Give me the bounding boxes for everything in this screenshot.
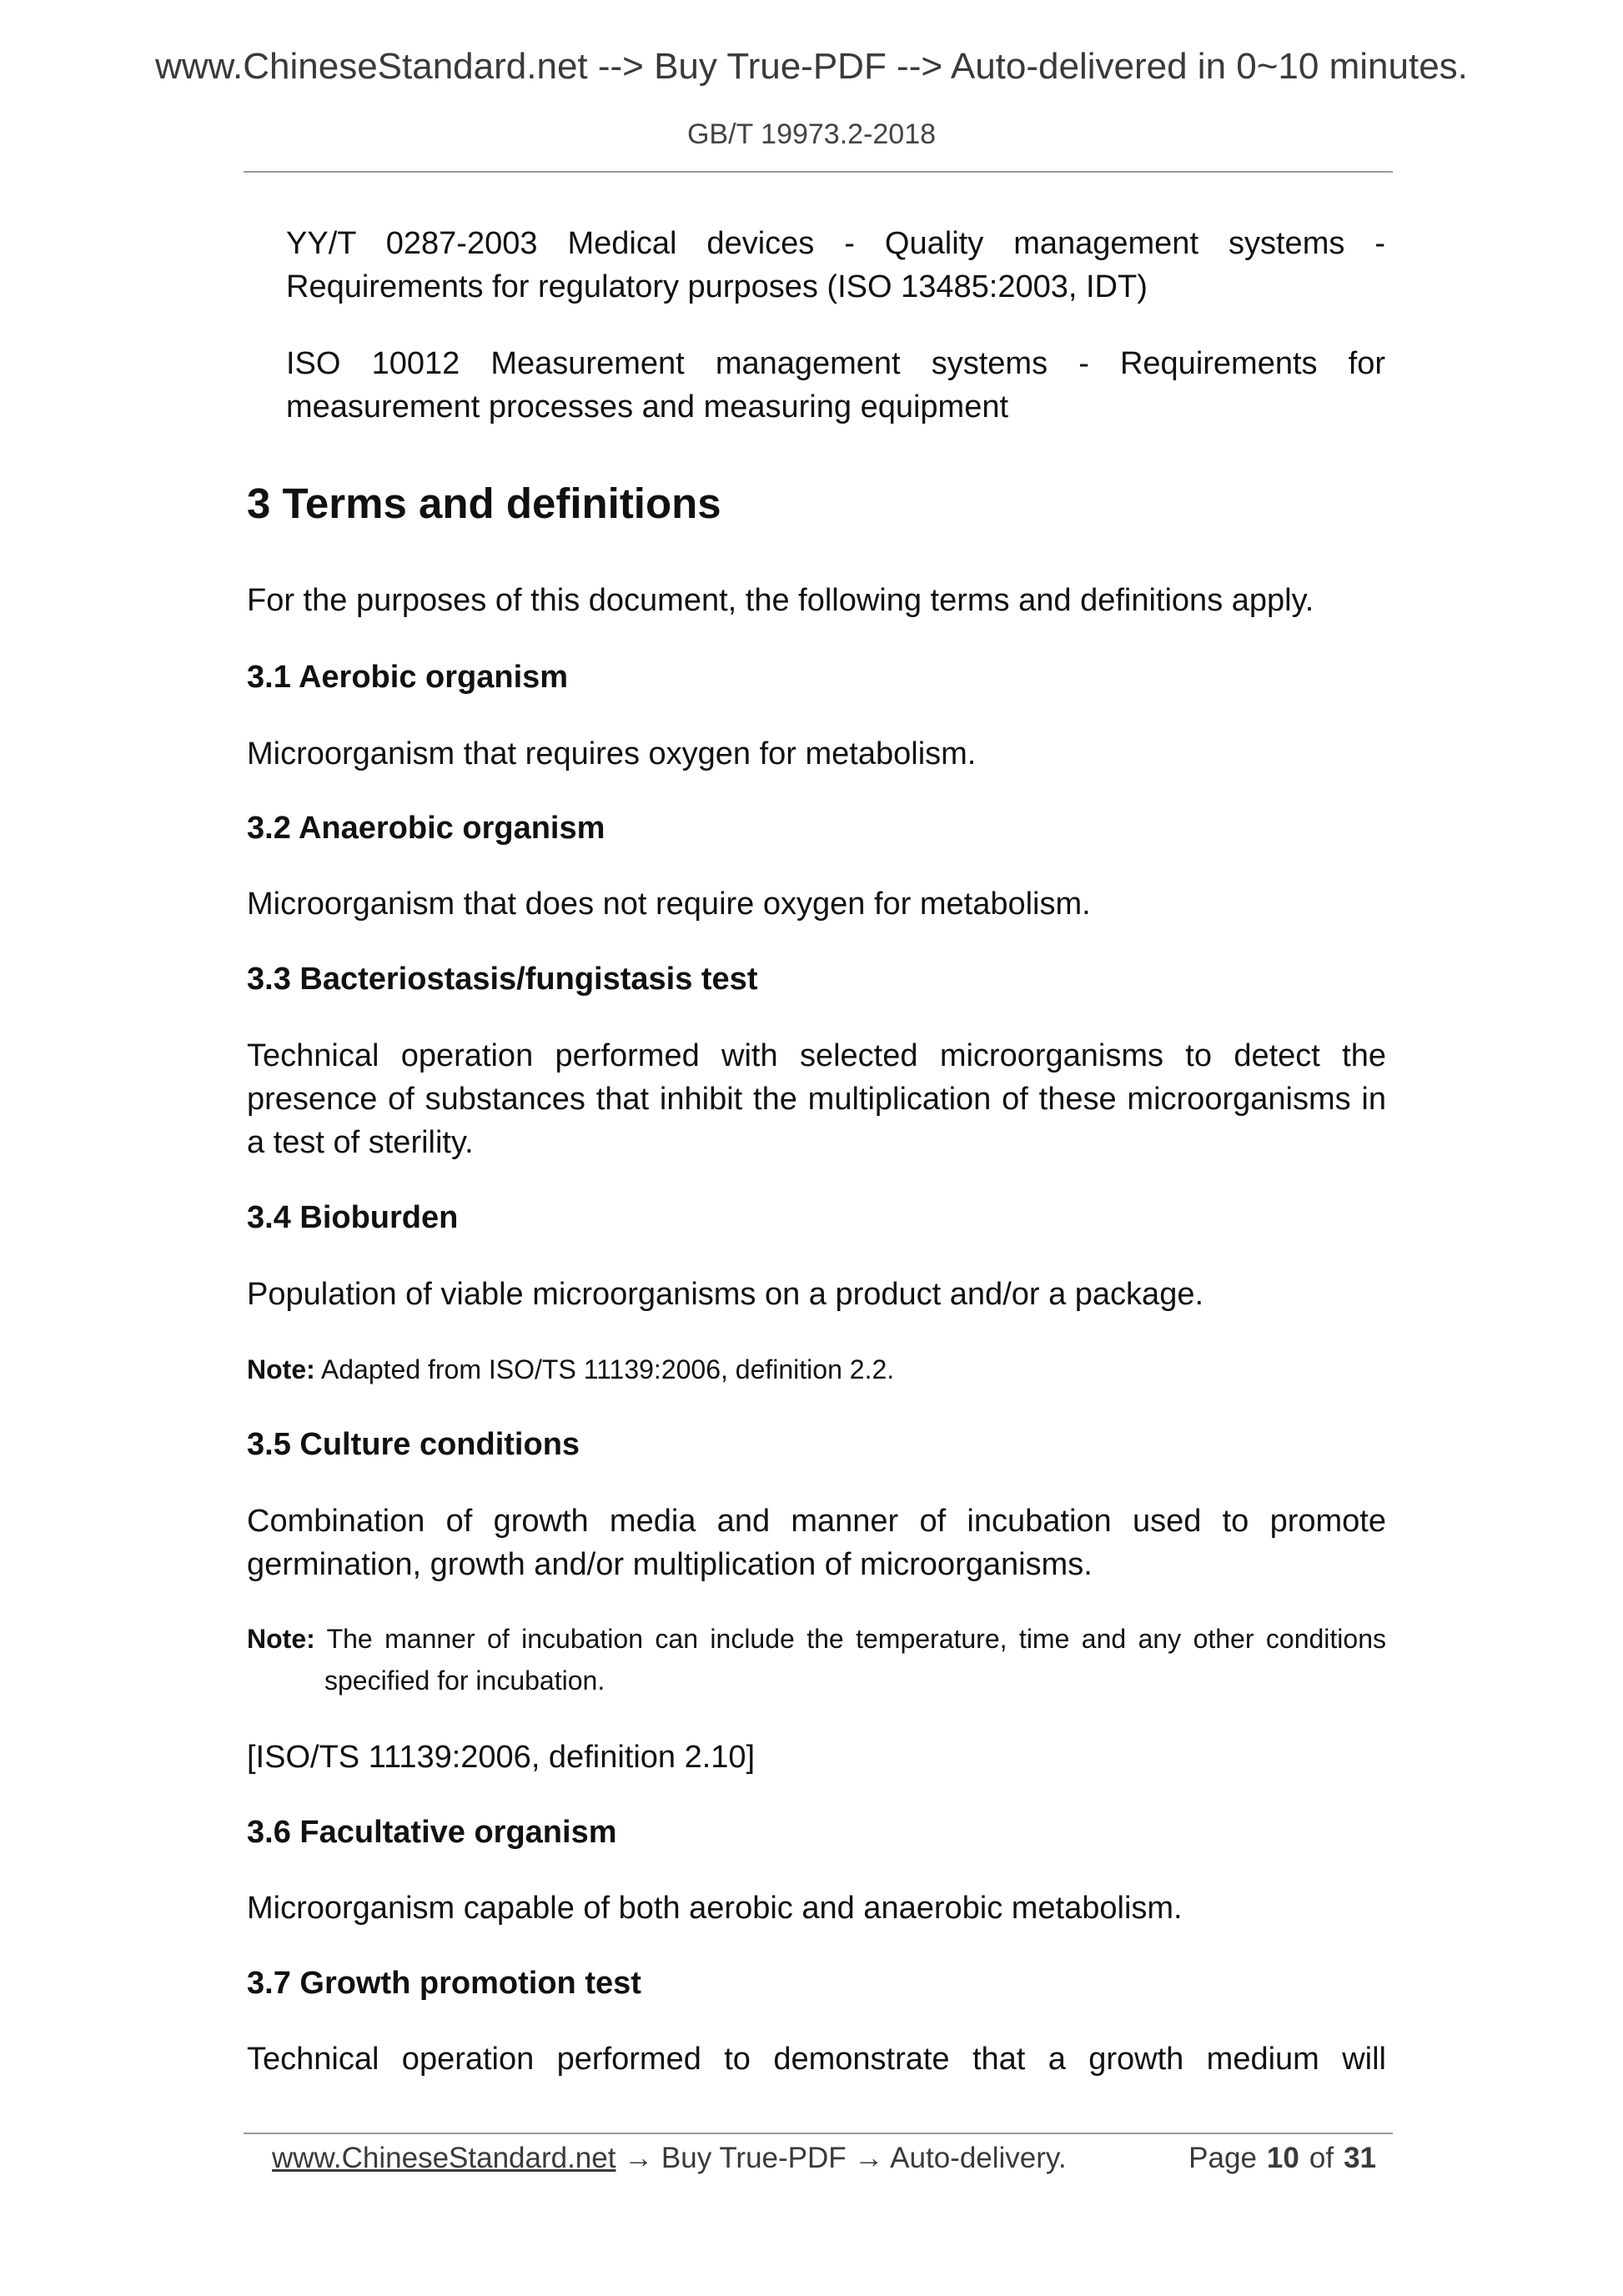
page-counter xyxy=(1188,2138,1376,2179)
term-heading-3-7: 3.7 Growth promotion test xyxy=(247,1966,641,2001)
term-note-3-4 xyxy=(247,1349,1386,1390)
term-note-3-5 xyxy=(247,1618,1386,1701)
term-definition-3-4: Population of viable microorganisms on a product and/or a package. xyxy=(247,1277,1204,1312)
reference-iso-10012: ISO 10012 Measurement management systems - Requirements for measurement processes and measuring equipment xyxy=(286,346,1385,425)
document-code: GB/T 19973.2-2018 xyxy=(686,118,937,150)
top-banner: www.ChineseStandard.net --> Buy True-PDF --> Auto-delivered in 0~10 minutes. xyxy=(155,46,1468,87)
arrow-right-icon: → xyxy=(624,2142,654,2174)
term-heading-3-3: 3.3 Bacteriostasis/fungistasis test xyxy=(247,962,758,997)
page-number: 10 xyxy=(1266,2142,1299,2174)
term-heading-3-5: 3.5 Culture conditions xyxy=(247,1427,580,1462)
term-definition-3-6: Microorganism capable of both aerobic and anaerobic metabolism. xyxy=(247,1891,1183,1926)
page-total: 31 xyxy=(1344,2142,1376,2174)
term-heading-3-4: 3.4 Bioburden xyxy=(247,1200,459,1235)
footer-divider xyxy=(244,2133,1393,2134)
note-text: The manner of incubation can include the temperature, time and any other conditions specified for incubation. xyxy=(314,1624,1386,1696)
page-label: Page xyxy=(1188,2142,1257,2174)
term-definition-3-1: Microorganism that requires oxygen for metabolism. xyxy=(247,736,977,771)
page-footer xyxy=(0,2138,1623,2179)
note-label: Note: xyxy=(247,1354,315,1384)
term-heading-3-2: 3.2 Anaerobic organism xyxy=(247,811,605,846)
term-definition-3-7: Technical operation performed to demonstrate that a growth medium will xyxy=(247,2042,1386,2077)
footer-delivery-text: Auto-delivery. xyxy=(883,2142,1067,2174)
section-intro: For the purposes of this document, the following terms and definitions apply. xyxy=(247,583,1314,618)
term-definition-3-3: Technical operation performed with selected microorganisms to detect the presence of substances that inhibit the multiplication of these microorganisms in a test of sterility. xyxy=(247,1038,1386,1160)
section-title: 3 Terms and definitions xyxy=(247,480,721,527)
reference-yy-t-0287: YY/T 0287-2003 Medical devices - Quality management systems - Requirements for regulatory purposes (ISO 13485:2003, IDT) xyxy=(286,226,1385,304)
footer-promo xyxy=(272,2138,1067,2179)
of-label: of xyxy=(1309,2142,1334,2174)
term-heading-3-1: 3.1 Aerobic organism xyxy=(247,660,569,695)
term-definition-3-2: Microorganism that does not require oxygen for metabolism. xyxy=(247,887,1091,922)
footer-site-link[interactable]: www.ChineseStandard.net xyxy=(272,2142,616,2174)
header-divider xyxy=(244,171,1393,173)
term-heading-3-6: 3.6 Facultative organism xyxy=(247,1815,617,1850)
footer-buy-text: Buy True-PDF xyxy=(653,2142,855,2174)
arrow-right-icon: → xyxy=(854,2142,884,2174)
term-source-3-5: [ISO/TS 11139:2006, definition 2.10] xyxy=(247,1740,756,1775)
note-text: Adapted from ISO/TS 11139:2006, definition 2.2. xyxy=(314,1354,895,1384)
note-label: Note: xyxy=(247,1624,315,1654)
term-definition-3-5: Combination of growth media and manner of incubation used to promote germination, growth and/or multiplication of microorganisms. xyxy=(247,1504,1386,1582)
